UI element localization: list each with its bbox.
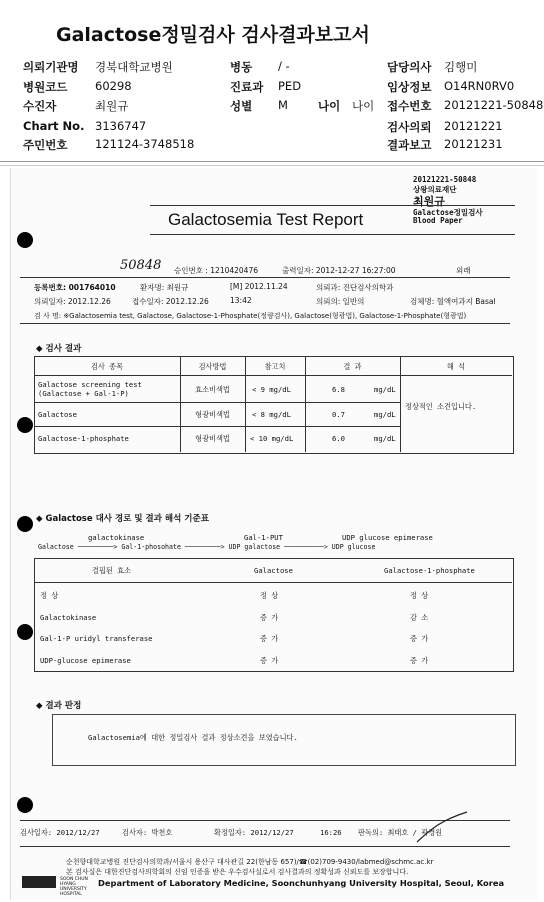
handwritten-number: 50848 [120,258,162,273]
footer-certification: 본 검사실은 대한진단검사의학회의 신임 인증을 받은 우수검사실로서 검사결과의 정확성과 신뢰도를 보장합니다. [66,868,409,876]
pathway-enzyme: UDP-glucose epimerase [40,656,131,665]
signoff-bottom-rule [20,846,510,847]
results-header-rule [34,375,512,376]
punch-hole-5 [17,797,33,813]
clinical-value: O14RN0RV0 [444,79,515,93]
footer-department: Department of Laboratory Medicine, Soonchunhyang University Hospital, Seoul, Korea [98,878,505,888]
header-divider [0,161,544,162]
pathway-enzyme: Galactokinase [40,613,97,622]
result-method: 형광비색법 [195,434,230,443]
chart-label: Chart No. [23,119,85,133]
scan-report-title: Galactosemia Test Report [168,210,364,229]
pathway-gal: 증 가 [260,613,279,622]
results-col-item: 검사 종목 [90,362,124,371]
interpretation: 정상적인 소견입니다. [405,402,477,411]
results-row-rule-1 [34,402,400,403]
results-col-method: 검사방법 [198,362,227,371]
punch-hole-4 [17,624,33,640]
result-ref: < 10 mg/dL [250,434,294,443]
signature-mark [412,808,472,848]
results-col-ref: 참고치 [264,362,286,371]
pathway-g1p: 증 가 [410,656,429,665]
clinical-label: 임상정보 [387,80,432,94]
enzyme-galactokinase: galactokinase [88,533,145,542]
report-title: Galactose정밀검사 검사결과보고서 [56,24,370,46]
ward-value: / - [278,59,290,73]
age-label: 나이 [318,99,341,113]
pathway-col-enzyme: 결핍된 효소 [92,566,132,575]
stamp-specimen: Blood Paper [413,216,463,225]
doctor-label: 담당의사 [387,60,432,74]
receipt-label: 접수번호 [387,99,432,113]
patient-value: 최원규 [95,99,129,113]
hospital-logo-text: SOON CHUN HYANG UNIVERSITY HOSPITAL [60,877,88,897]
result-method: 형광비색법 [195,410,230,419]
pathway-enzyme: 정 상 [40,591,59,600]
pathway-gal: 정 상 [260,591,279,600]
results-col-value: 결 과 [343,362,362,371]
ordering-dept: 의뢰과: 진단검사의학과 [316,283,394,292]
rrn-label: 주민번호 [23,138,68,152]
enzyme-epimerase: UDP glucose epimerase [342,533,433,542]
result-method: 효소비색법 [195,385,230,394]
ward-label: 병동 [230,60,253,74]
dept-label: 진료과 [230,80,264,94]
receipt-time: 13:42 [230,296,252,305]
receipt-value: 20121221-50848 [444,98,544,112]
result-item: Galactose [38,410,77,419]
result-value: 6.0 [332,434,345,443]
ordering-doctor: 의뢰의: 일반의 [316,297,365,306]
result-value: 6.8 [332,385,345,394]
result-item-sub: (Galactose + Gal-1-P) [38,389,129,398]
outpatient-tag: 외래 [456,266,471,275]
institution-label: 의뢰기관명 [23,60,79,74]
result-unit: mg/dL [374,410,396,419]
result-ref: < 9 mg/dL [252,385,291,394]
pathway-g1p: 감 소 [410,613,429,622]
results-row-rule-2 [34,426,400,427]
pathway-heading: ◆ Galactose 대사 경로 및 결과 해석 기준표 [36,514,209,524]
punch-hole-2 [17,417,33,433]
result-item: Galactose-1-phosphate [38,434,129,443]
header-divider-light [0,165,544,166]
test-date: 검사일자: 2012/12/27 [20,828,100,837]
result-unit: mg/dL [374,385,396,394]
results-col-interp: 해 석 [446,362,466,371]
approval-no: 승인번호 : 1210420476 [174,266,258,275]
test-name: 검 사 명: ※Galactosemia test, Galactose, Galactose-1-Phosphate(정량검사), Galactose(형광법), Galactose-1-Phosphate(형광법) [34,312,467,320]
info-top-rule [20,277,510,278]
hospital-code-value: 60298 [95,79,132,93]
judgement-text: Galactosemia에 대한 정밀검사 결과 정상소견을 보였습니다. [88,733,298,742]
stamp-test: Galactose정밀검사 [413,208,483,217]
chart-value: 3136747 [95,119,147,133]
request-label: 검사의뢰 [387,120,432,134]
result-item: Galactose screening test [38,380,142,389]
specimen: 검체명: 혈액여과지 Basal [410,297,496,306]
birth-date: [M] 2012.11.24 [230,282,288,291]
registration-no: 등록번호: 001764010 [34,283,116,292]
result-ref: < 8 mg/dL [252,410,291,419]
confirm-date: 확정일자: 2012/12/27 [214,828,294,837]
confirm-time: 16:26 [320,828,342,837]
pathway-col-galactose: Galactose [254,566,293,575]
age-value: 나이 [352,99,375,113]
pathway-chain: Galactose ─────────> Gal-1-phosohate ─────────> UDP galactose ──────────> UDP glucose [38,543,376,551]
sex-value: M [278,98,288,112]
stamp-patient-name: 최원규 [413,195,445,208]
pathway-col-g1p: Galactose-1-phosphate [384,566,475,575]
patient-name: 환자명: 최원규 [140,283,189,292]
results-heading: ◆ 검사 결과 [36,344,82,354]
pathway-g1p: 증 가 [410,634,429,643]
hospital-code-label: 병원코드 [23,80,68,94]
tester: 검사자: 박천호 [122,828,173,837]
pathway-gal: 증 가 [260,656,279,665]
report-date-label: 결과보고 [387,138,432,152]
request-value: 20121221 [444,119,503,133]
receipt-date: 접수일자: 2012.12.26 [132,297,209,306]
footer-address: 순천향대학교병원 진단검사의학과/서울시 용산구 대사관길 22(한남동 657)/☎(02)709-9430/labmed@schmc.ac.kr [66,858,434,866]
sex-label: 성별 [230,99,253,113]
hospital-logo [22,876,56,888]
enzyme-gal1put: Gal-1-PUT [244,533,283,542]
pathway-enzyme: Gal-1-P uridyl transferase [40,634,153,643]
punch-hole-3 [17,516,33,532]
report-date-value: 20121231 [444,137,503,151]
info-bottom-rule [20,323,510,324]
reader: 판독의: 최태호 / 곽경원 [358,828,443,837]
dept-value: PED [278,79,302,93]
pathway-header-rule [34,582,512,583]
result-unit: mg/dL [374,434,396,443]
result-value: 0.7 [332,410,345,419]
pathway-g1p: 정 상 [410,591,429,600]
patient-label: 수진자 [23,99,57,113]
doctor-value: 김행미 [444,60,478,74]
stamp-foundation: 상왕의료재단 [413,185,457,194]
institution-value: 경북대학교병원 [95,60,173,74]
pathway-gal: 증 가 [260,634,279,643]
rrn-value: 121124-3748518 [95,137,195,151]
judgement-heading: ◆ 결과 판정 [36,701,82,711]
stamp-receipt: 20121221-50848 [413,175,477,184]
request-date: 의뢰일자: 2012.12.26 [34,297,111,306]
print-date: 출력일자: 2012-12-27 16:27:00 [282,266,396,275]
punch-hole-1 [17,232,33,248]
